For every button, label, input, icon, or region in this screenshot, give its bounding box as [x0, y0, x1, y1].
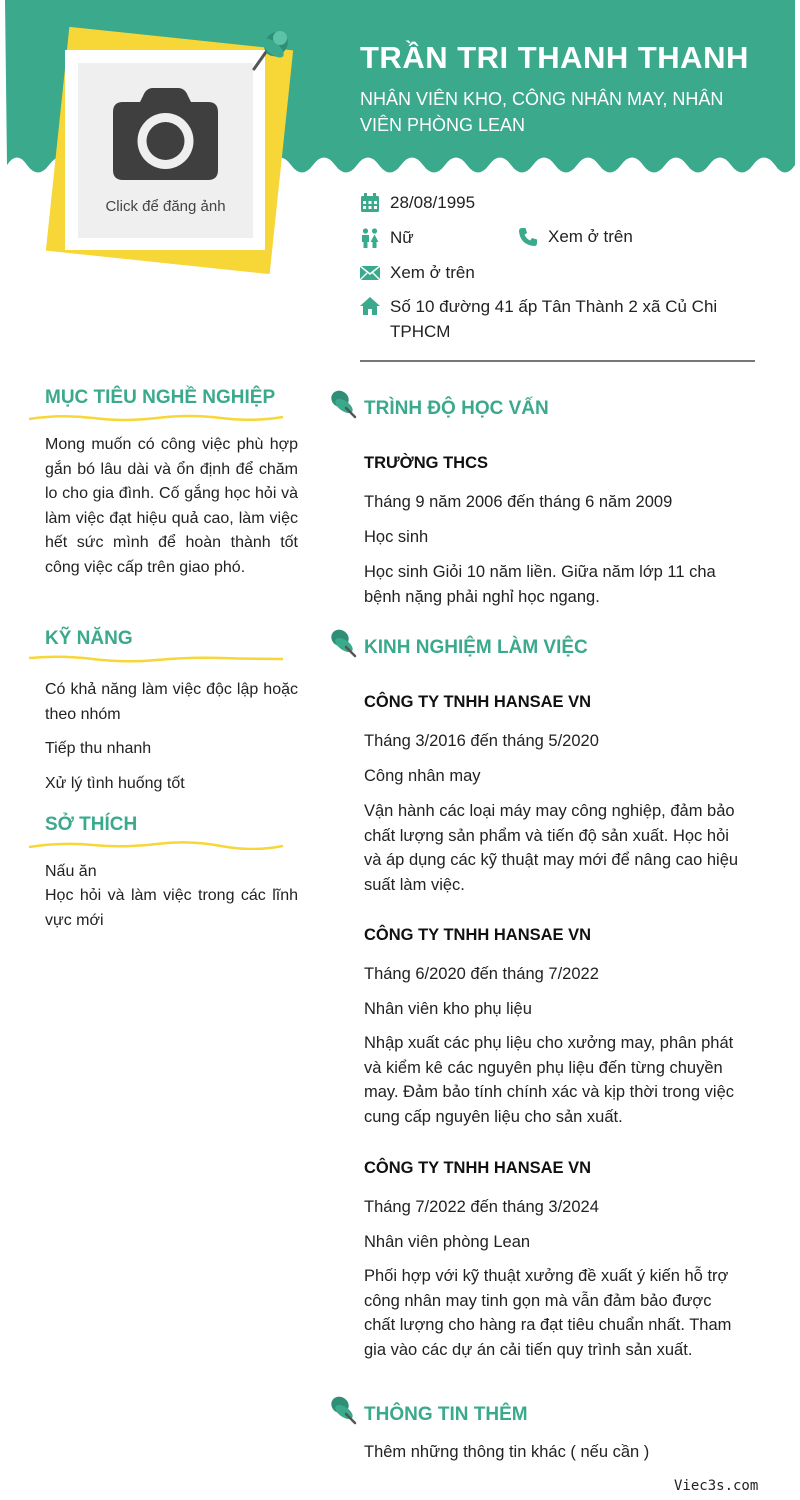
- education-position: Học sinh: [364, 528, 429, 546]
- extra-text: Thêm những thông tin khác ( nếu cần ): [364, 1443, 650, 1461]
- objective-title: MỤC TIÊU NGHỀ NGHIỆP: [45, 387, 276, 408]
- wave-divider: [29, 413, 283, 423]
- skills-title: KỸ NĂNG: [45, 628, 133, 649]
- objective-text: Mong muốn có công việc phù hợp gắn bó lâu dài và ổn định để chăm lo cho gia đình. Cố gắng học hỏi và làm việc đạt hiệu quả cao, làm việc hết sức mình để hoàn thành tốt công việc cấp trên giao phó.: [45, 436, 298, 576]
- phone-value: Xem ở trên: [548, 227, 633, 246]
- calendar-icon: [360, 193, 380, 213]
- education-period: Tháng 9 năm 2006 đến tháng 6 năm 2009: [364, 493, 673, 511]
- job-description: Phối hợp với kỹ thuật xưởng đề xuất ý kiến hỗ trợ công nhân may tinh gọn mà vẫn đảm bảo được chất lượng cho hàng ra đạt tiêu chuẩn nhất. Tham gia vào các dự án cải tiến quy trình sản xuất.: [364, 1267, 732, 1359]
- wave-divider: [29, 840, 283, 850]
- photo-frame: [65, 50, 265, 250]
- candidate-role: NHÂN VIÊN KHO, CÔNG NHÂN MAY, NHÂN VIÊN PHÒNG LEAN: [360, 89, 724, 135]
- hobbies-title: SỞ THÍCH: [45, 814, 138, 835]
- pushpin-icon: [329, 1395, 357, 1425]
- address-value: Số 10 đường 41 ấp Tân Thành 2 xã Củ Chi TPHCM: [390, 297, 718, 341]
- phone-row: [518, 225, 633, 249]
- hobby-item: Nấu ăn: [45, 863, 97, 880]
- education-title: TRÌNH ĐỘ HỌC VẤN: [364, 398, 549, 419]
- home-icon: [360, 296, 380, 316]
- experience-title: KINH NGHIỆM LÀM VIỆC: [364, 637, 588, 658]
- job-period: Tháng 7/2022 đến tháng 3/2024: [364, 1198, 599, 1216]
- phone-icon: [518, 227, 538, 247]
- candidate-name: TRẦN TRI THANH THANH: [360, 40, 749, 75]
- skill-item: Tiếp thu nhanh: [45, 740, 152, 757]
- email-value: Xem ở trên: [390, 263, 475, 282]
- photo-upload[interactable]: [78, 63, 253, 238]
- email-row: [360, 261, 475, 285]
- job-position: Nhân viên kho phụ liệu: [364, 1000, 532, 1018]
- job-description: Vận hành các loại máy may công nghiệp, đảm bảo chất lượng sản phẩm và tiến độ sản xuất. Học hỏi và áp dụng các kỹ thuật may mới để nâng cao hiệu suất làm việc.: [364, 802, 739, 894]
- gender-row: [360, 226, 414, 250]
- pushpin-icon: [329, 628, 357, 658]
- job-period: Tháng 6/2020 đến tháng 7/2022: [364, 965, 599, 983]
- camera-icon: [113, 88, 218, 180]
- wave-divider: [29, 654, 283, 664]
- dob-value: 28/08/1995: [390, 193, 476, 212]
- pushpin-icon: [329, 389, 357, 419]
- hobby-item: Học hỏi và làm việc trong các lĩnh vực mới: [45, 887, 298, 929]
- job-description: Nhập xuất các phụ liệu cho xưởng may, phân phát và kiểm kê các nguyên phụ liệu đến từng chuyền may. Đảm bảo tính chính xác và kịp thời trong việc cung cấp nguyên liệu cho sản xuất.: [364, 1034, 735, 1126]
- job-position: Công nhân may: [364, 767, 481, 785]
- job-company: CÔNG TY TNHH HANSAE VN: [364, 926, 592, 944]
- job-company: CÔNG TY TNHH HANSAE VN: [364, 693, 592, 711]
- dob-row: [360, 191, 475, 215]
- skill-item: Có khả năng làm việc độc lập hoặc theo nhóm: [45, 681, 298, 723]
- extra-title: THÔNG TIN THÊM: [364, 1404, 528, 1425]
- address-row: [360, 294, 755, 344]
- job-position: Nhân viên phòng Lean: [364, 1233, 531, 1251]
- footer-brand: Viec3s.com: [674, 1478, 759, 1494]
- school-name: TRƯỜNG THCS: [364, 454, 489, 472]
- photo-caption: Click để đăng ảnh: [105, 198, 226, 215]
- gender-icon: [360, 228, 380, 248]
- skill-item: Xử lý tình huống tốt: [45, 775, 185, 792]
- gender-value: Nữ: [390, 228, 414, 247]
- job-company: CÔNG TY TNHH HANSAE VN: [364, 1159, 592, 1177]
- pushpin-icon: [248, 24, 292, 74]
- envelope-icon: [360, 263, 380, 283]
- header-divider: [360, 360, 755, 362]
- job-period: Tháng 3/2016 đến tháng 5/2020: [364, 732, 599, 750]
- education-description: Học sinh Giỏi 10 năm liền. Giữa năm lớp 11 cha bệnh nặng phải nghỉ học ngang.: [364, 563, 716, 606]
